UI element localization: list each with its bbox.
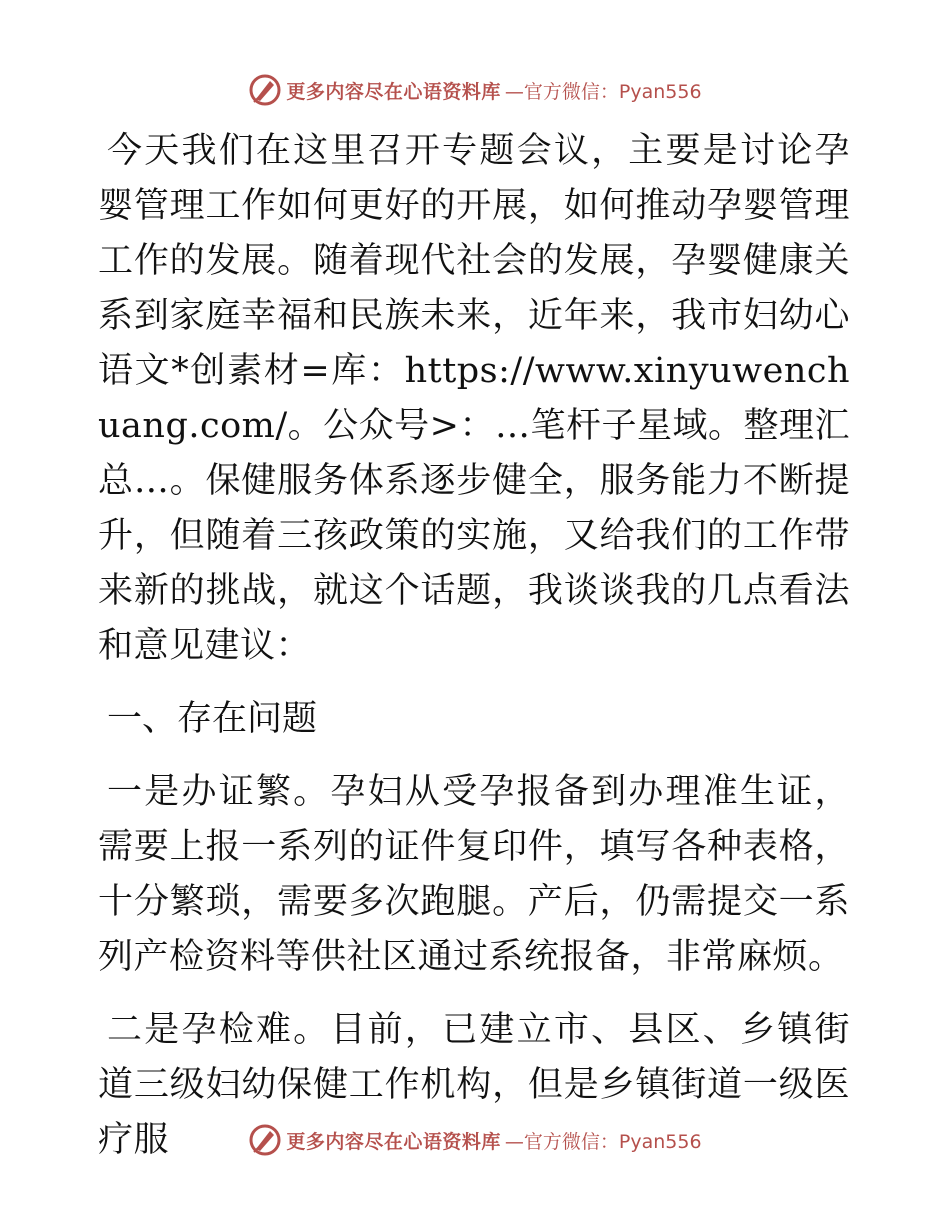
header-watermark-banner — [0, 70, 950, 110]
document-body — [98, 124, 850, 1168]
quill-logo-icon — [248, 1123, 282, 1157]
banner-title: 更多内容尽在心语资料库 — [286, 80, 501, 103]
intro-paragraph: 今天我们在这里召开专题会议，主要是讨论孕婴管理工作如何更好的开展，如何推动孕婴管理工作的发展。随着现代社会的发展，孕婴健康关系到家庭幸福和民族未来，近年来，我市妇幼心语文*创素材=库：https://www.xinyuwenchuang.com/。公众号>：…笔杆子星域。整理汇总…。保健服务体系逐步健全，服务能力不断提升，但随着三孩政策的实施，又给我们的工作带来新的挑战，就这个话题，我谈谈我的几点看法和意见建议： — [98, 131, 850, 666]
point-one-paragraph: 一是办证繁。孕妇从受孕报备到办理准生证，需要上报一系列的证件复印件，填写各种表格，十分繁琐，需要多次跑腿。产后，仍需提交一系列产检资料等供社区通过系统报备，非常麻烦。 — [98, 772, 850, 977]
point-two-paragraph: 二是孕检难。目前，已建立市、县区、乡镇街道三级妇幼保健工作机构，但是乡镇街道一级医疗服 — [98, 1010, 850, 1160]
banner-contact: —官方微信：Pyan556 — [504, 1130, 702, 1153]
section-heading: 一、存在问题 — [107, 699, 318, 739]
footer-watermark-banner — [0, 1120, 950, 1160]
quill-logo-icon — [248, 73, 282, 107]
banner-contact: —官方微信：Pyan556 — [504, 80, 702, 103]
banner-title: 更多内容尽在心语资料库 — [286, 1130, 501, 1153]
